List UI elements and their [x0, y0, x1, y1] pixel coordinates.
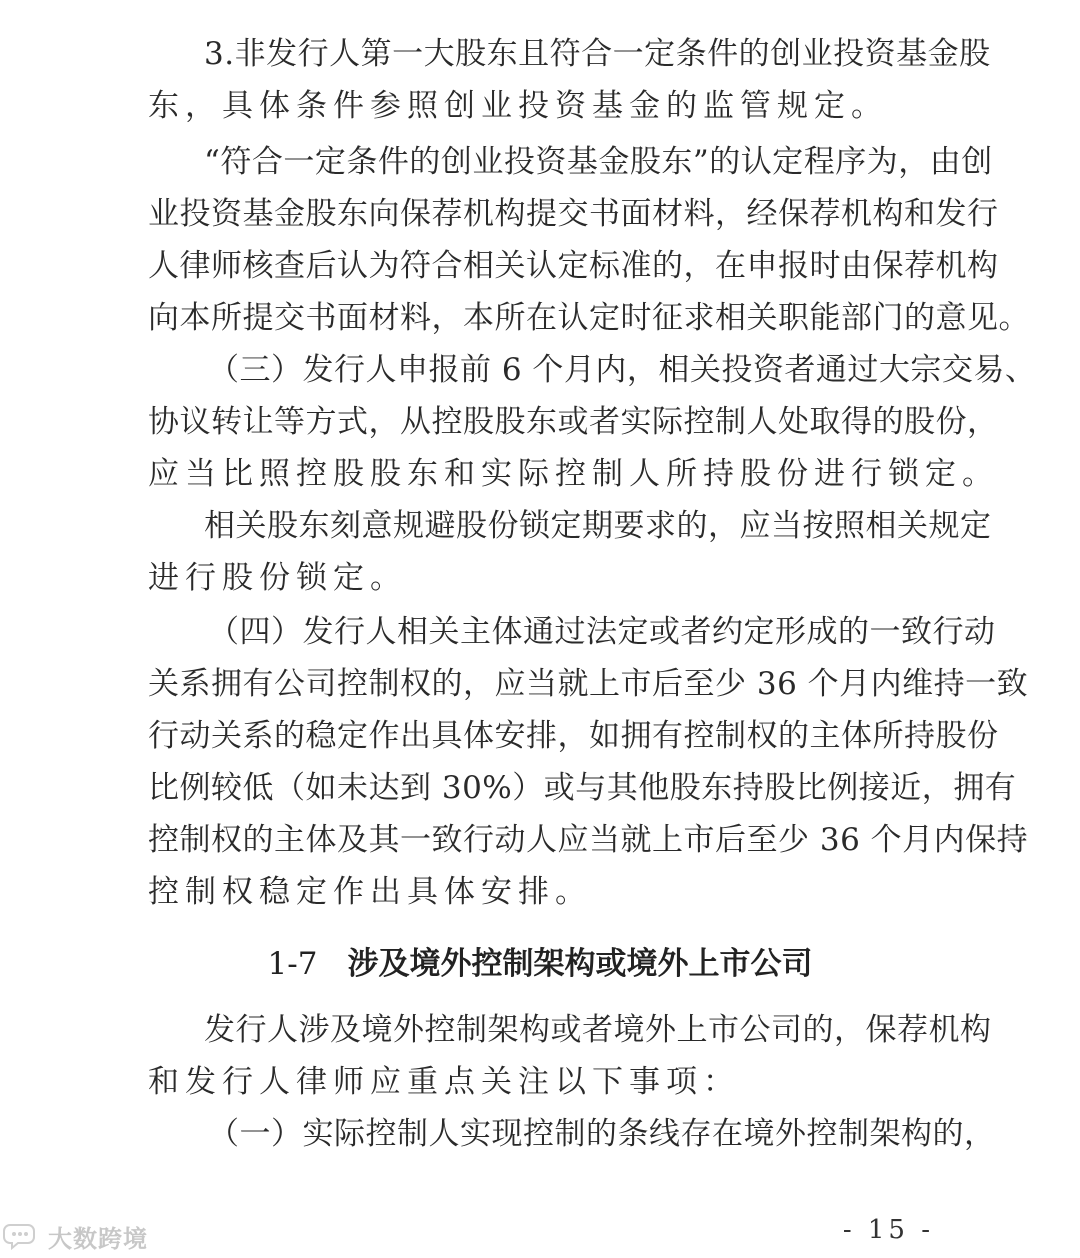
chat-bubble-logo-icon [2, 1221, 42, 1251]
text-line: 业投资基金股东向保荐机构提交书面材料，经保荐机构和发行 [148, 196, 999, 232]
text-line: 相关股东刻意规避股份锁定期要求的，应当按照相关规定 [204, 508, 992, 544]
text-line: 向本所提交书面材料，本所在认定时征求相关职能部门的意见。 [148, 300, 1030, 336]
text-line: 控制权的主体及其一致行动人应当就上市后至少 36 个月内保持 [148, 822, 1029, 858]
text-line: （一）实际控制人实现控制的条线存在境外控制架构的， [208, 1116, 996, 1152]
section-heading [0, 940, 1080, 988]
text-line: 和发行人律师应重点关注以下事项： [148, 1064, 740, 1100]
text-line: 东，具体条件参照创业投资基金的监管规定。 [148, 88, 888, 124]
text-line: 3.非发行人第一大股东且符合一定条件的创业投资基金股 [204, 36, 991, 72]
watermark-text: 大数跨境 [48, 1224, 148, 1253]
text-line: 发行人涉及境外控制架构或者境外上市公司的，保荐机构 [204, 1012, 992, 1048]
watermark [2, 1218, 148, 1254]
text-line: 控制权稳定作出具体安排。 [148, 874, 592, 910]
text-line: 进行股份锁定。 [148, 560, 407, 596]
text-line: “符合一定条件的创业投资基金股东”的认定程序为，由创 [204, 144, 993, 180]
text-line: 行动关系的稳定作出具体安排，如拥有控制权的主体所持股份 [148, 718, 999, 754]
text-line: 应当比照控股股东和实际控制人所持股份进行锁定。 [148, 456, 999, 492]
section-title: 涉及境外控制架构或境外上市公司 [347, 946, 813, 982]
text-line: 人律师核查后认为符合相关认定标准的，在申报时由保荐机构 [148, 248, 999, 284]
text-line: 协议转让等方式，从控股股东或者实际控制人处取得的股份， [148, 404, 999, 440]
text-line: （三）发行人申报前 6 个月内，相关投资者通过大宗交易、 [208, 352, 1037, 388]
text-line: 比例较低（如未达到 30%）或与其他股东持股比例接近，拥有 [148, 770, 1017, 806]
page-number: - 15 - [842, 1215, 934, 1245]
text-line: 关系拥有公司控制权的，应当就上市后至少 36 个月内维持一致 [148, 666, 1029, 702]
text-line: （四）发行人相关主体通过法定或者约定形成的一致行动 [208, 614, 996, 650]
section-number: 1-7 [267, 946, 318, 982]
